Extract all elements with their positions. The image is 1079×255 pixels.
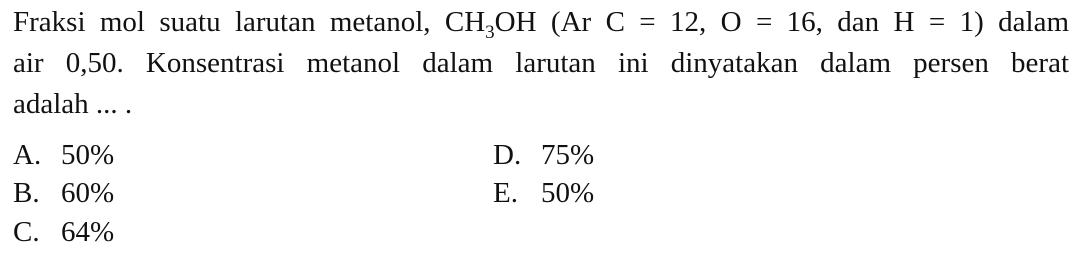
option-e-letter: E. — [493, 177, 518, 209]
question-line-1-end: OH (Ar C = 12, O = 16, dan H = 1) dalam — [494, 6, 1069, 38]
option-d-letter: D. — [493, 139, 522, 171]
option-b-value: 60% — [61, 177, 115, 209]
option-c-letter: C. — [13, 216, 40, 248]
option-b[interactable] — [13, 175, 114, 211]
option-a-value: 50% — [61, 139, 115, 171]
subscript-3: 3 — [485, 22, 495, 43]
option-a-letter: A. — [13, 139, 42, 171]
option-d-value: 75% — [541, 139, 595, 171]
question-line-3: adalah ... . — [13, 88, 133, 120]
option-d[interactable] — [493, 137, 594, 173]
question-line-2: air 0,50. Konsentrasi metanol dalam larutan ini dinyatakan dalam persen berat — [13, 47, 1069, 79]
option-b-letter: B. — [13, 177, 40, 209]
option-c[interactable] — [13, 214, 114, 250]
option-e-value: 50% — [541, 177, 595, 209]
option-e[interactable] — [493, 175, 594, 211]
option-c-value: 64% — [61, 216, 115, 248]
question-line-1-start: Fraksi mol suatu larutan metanol, CH — [13, 6, 486, 38]
option-a[interactable] — [13, 137, 114, 173]
question-text — [13, 2, 1069, 125]
question-line-1 — [13, 2, 1069, 43]
